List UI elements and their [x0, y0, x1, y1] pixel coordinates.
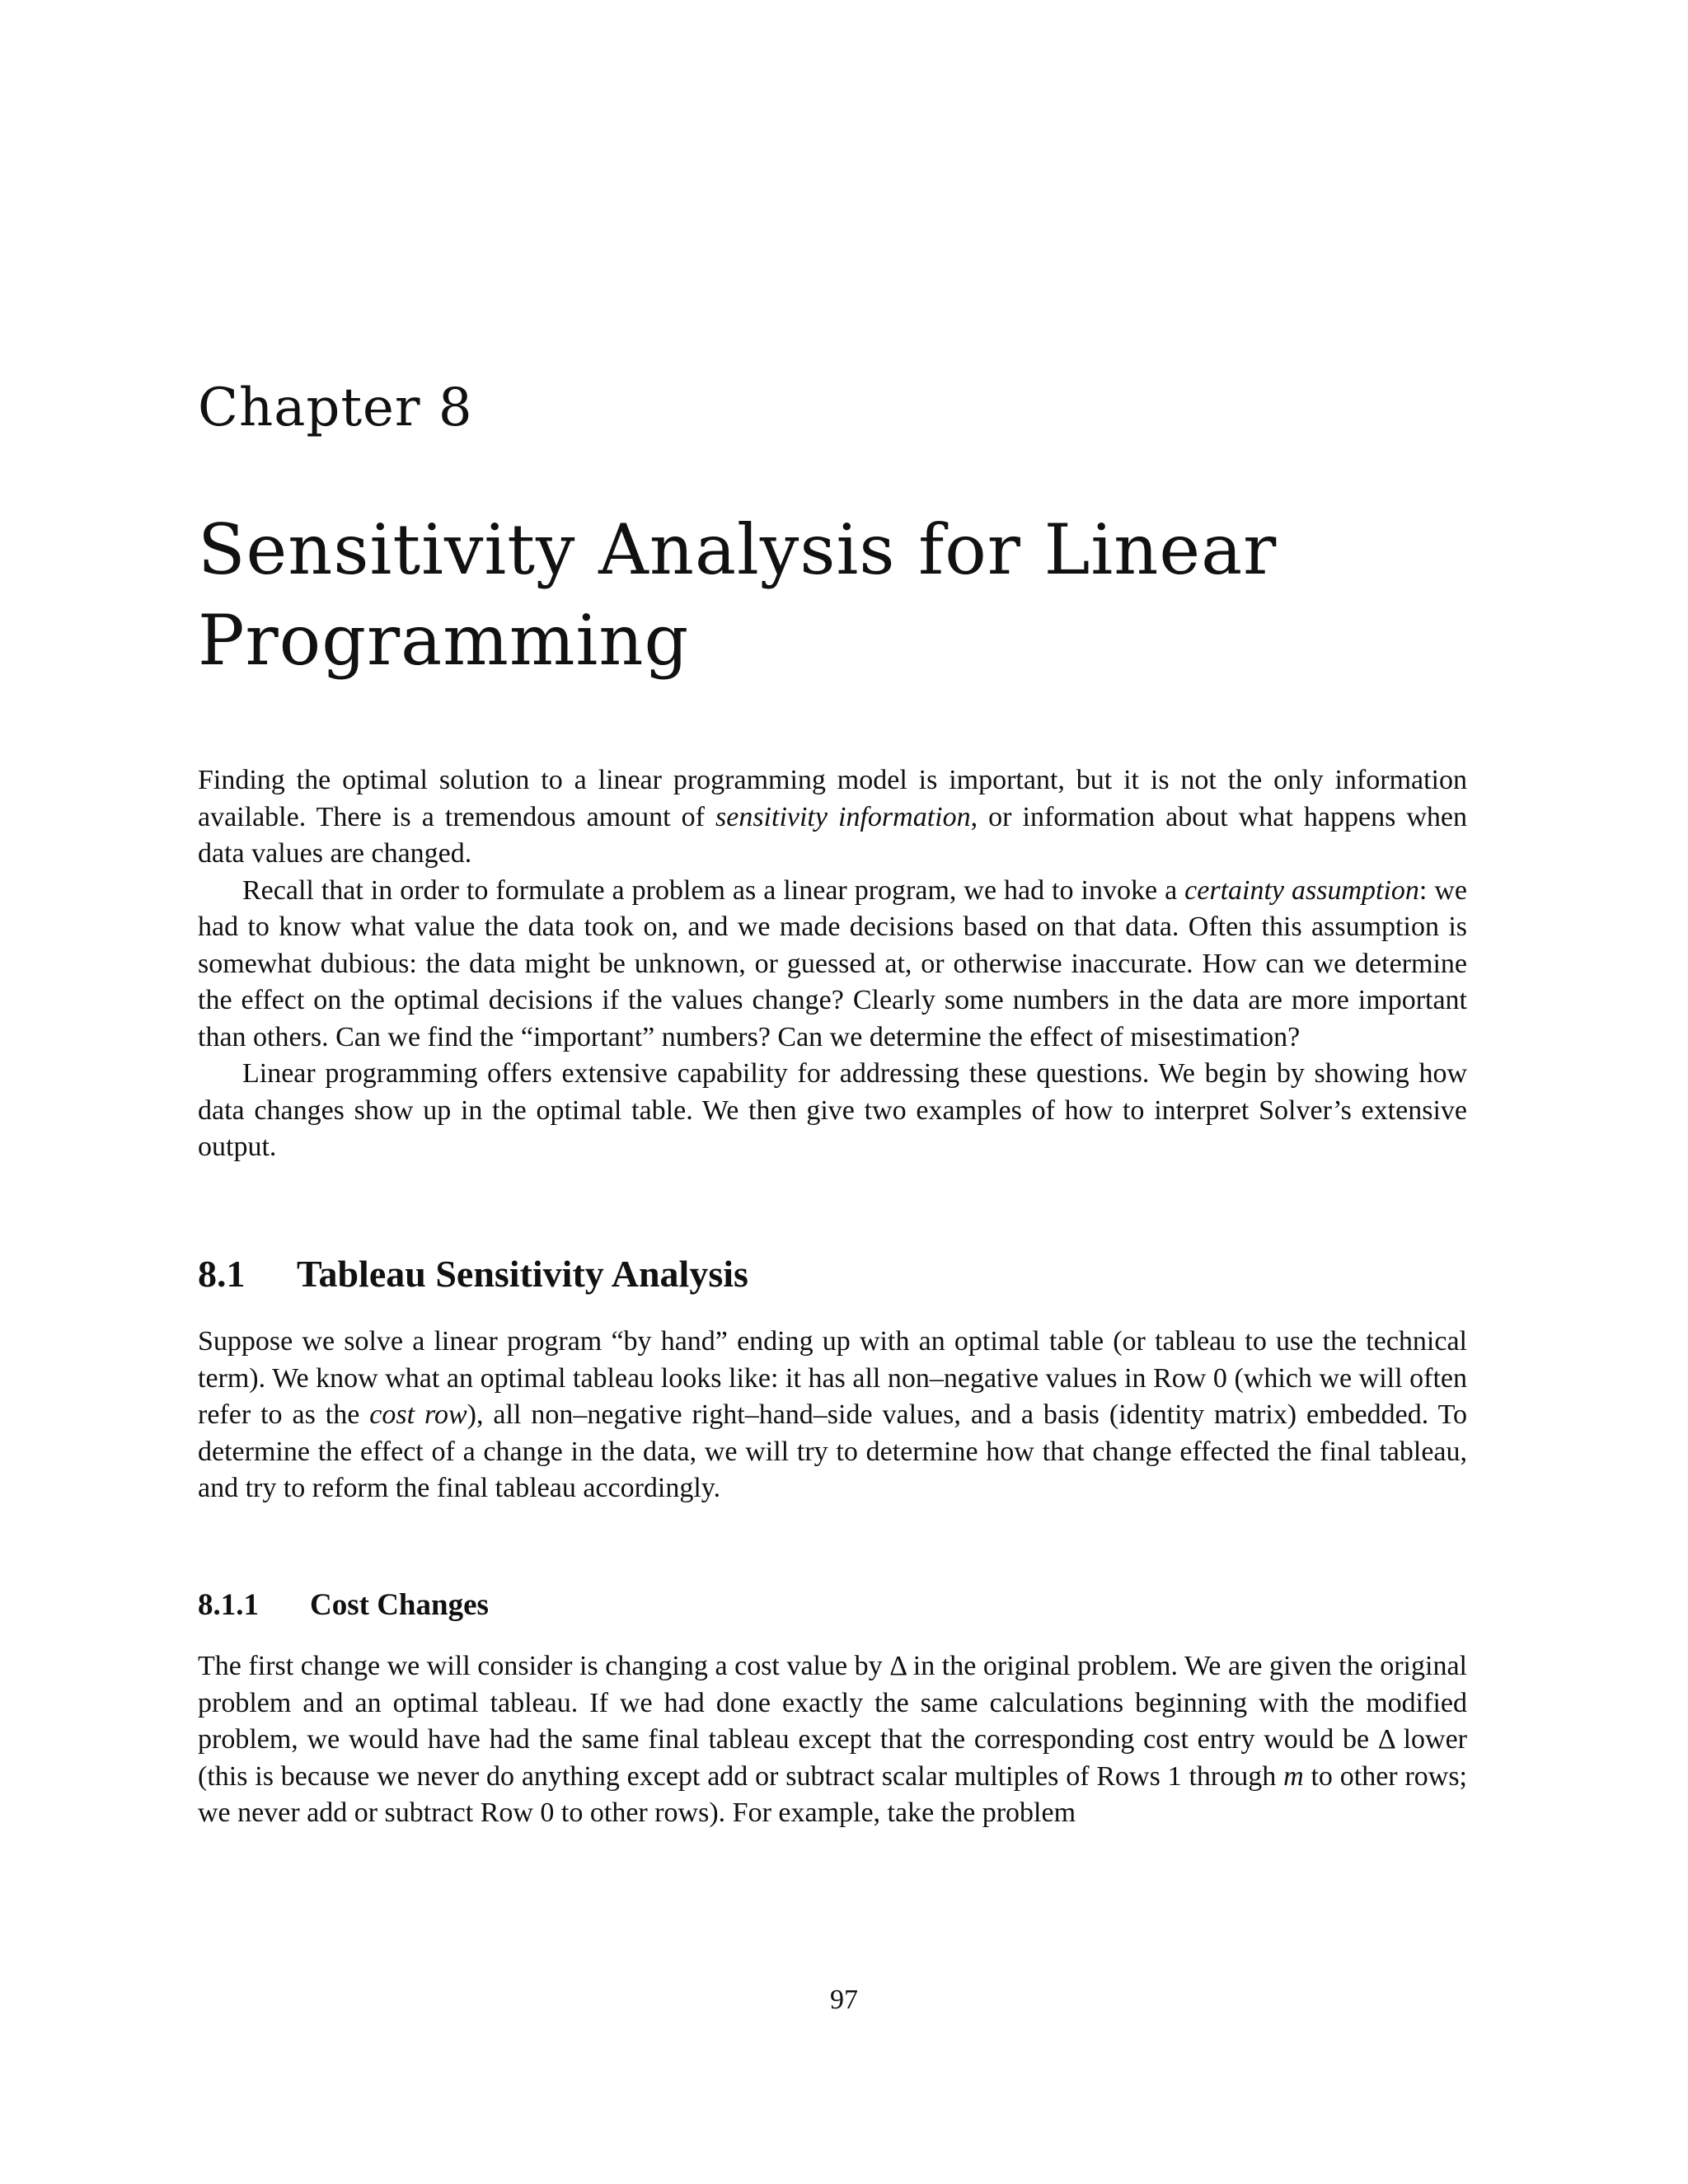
subsection-heading-8-1-1 [198, 1586, 489, 1624]
section-8-1-paragraph-1: Suppose we solve a linear program “by hand” ending up with an optimal table (or tableau to use the technical term). We know what an optimal tableau looks like: it has all non–negative values in Row 0 (which we will often refer to as the cost row), all non–negative right–hand–side values, and a basis (identity matrix) embedded. To determine the effect of a change in the data, we will try to determine how that change effected the final tableau, and try to reform the final tableau accordingly. [198, 1326, 1467, 1503]
term-sensitivity-information: sensitivity information [715, 801, 971, 832]
page-number: 97 [830, 1985, 858, 2015]
intro-paragraph-3: Linear programming offers extensive capability for addressing these questions. We begin by showing how data changes show up in the optimal table. We then give two examples of how to interpret Solver’s extensive output. [198, 1058, 1467, 1162]
subsection-title: Cost Changes [310, 1588, 489, 1622]
intro-paragraph-2: Recall that in order to formulate a problem as a linear program, we had to invoke a certainty assumption: we had to know what value the data took on, and we made decisions based on that data. Often this assumption is somewhat dubious: the data might be unknown, or guessed at, or otherwise inaccurate. How can we determine the effect on the optimal decisions if the values change? Clearly some numbers in the data are more important than others. Can we find the “important” numbers? Can we determine the effect of misestimation? [198, 874, 1467, 1052]
variable-m: m [1283, 1760, 1304, 1792]
section-8-1-1-body [198, 1648, 1467, 1832]
section-8-1-body [198, 1324, 1467, 1507]
term-cost-row: cost row [369, 1399, 467, 1430]
chapter-title: Sensitivity Analysis for Linear Programming [198, 509, 1278, 681]
section-8-1-1-paragraph-1: The first change we will consider is changing a cost value by Δ in the original problem. We are given the original problem and an optimal tableau. If we had done exactly the same calculations beginning with the modified problem, we would have had the same final tableau except that the corresponding cost entry would be Δ lower (this is because we never do anything except add or subtract scalar multiples of Rows 1 through m to other rows; we never add or subtract Row 0 to other rows). For example, take the problem [198, 1651, 1468, 1828]
section-number: 8.1 [198, 1253, 246, 1295]
term-certainty-assumption: certainty assumption [1184, 874, 1419, 906]
intro-section [198, 762, 1467, 1166]
intro-paragraph-1: Finding the optimal solution to a linear programming model is important, but it is not the only information available. There is a tremendous amount of sensitivity information, or information about what happens when data values are changed. [198, 765, 1468, 869]
section-heading-8-1 [198, 1251, 748, 1297]
chapter-label: Chapter 8 [198, 377, 473, 438]
subsection-number: 8.1.1 [198, 1588, 259, 1622]
section-title: Tableau Sensitivity Analysis [297, 1253, 748, 1295]
